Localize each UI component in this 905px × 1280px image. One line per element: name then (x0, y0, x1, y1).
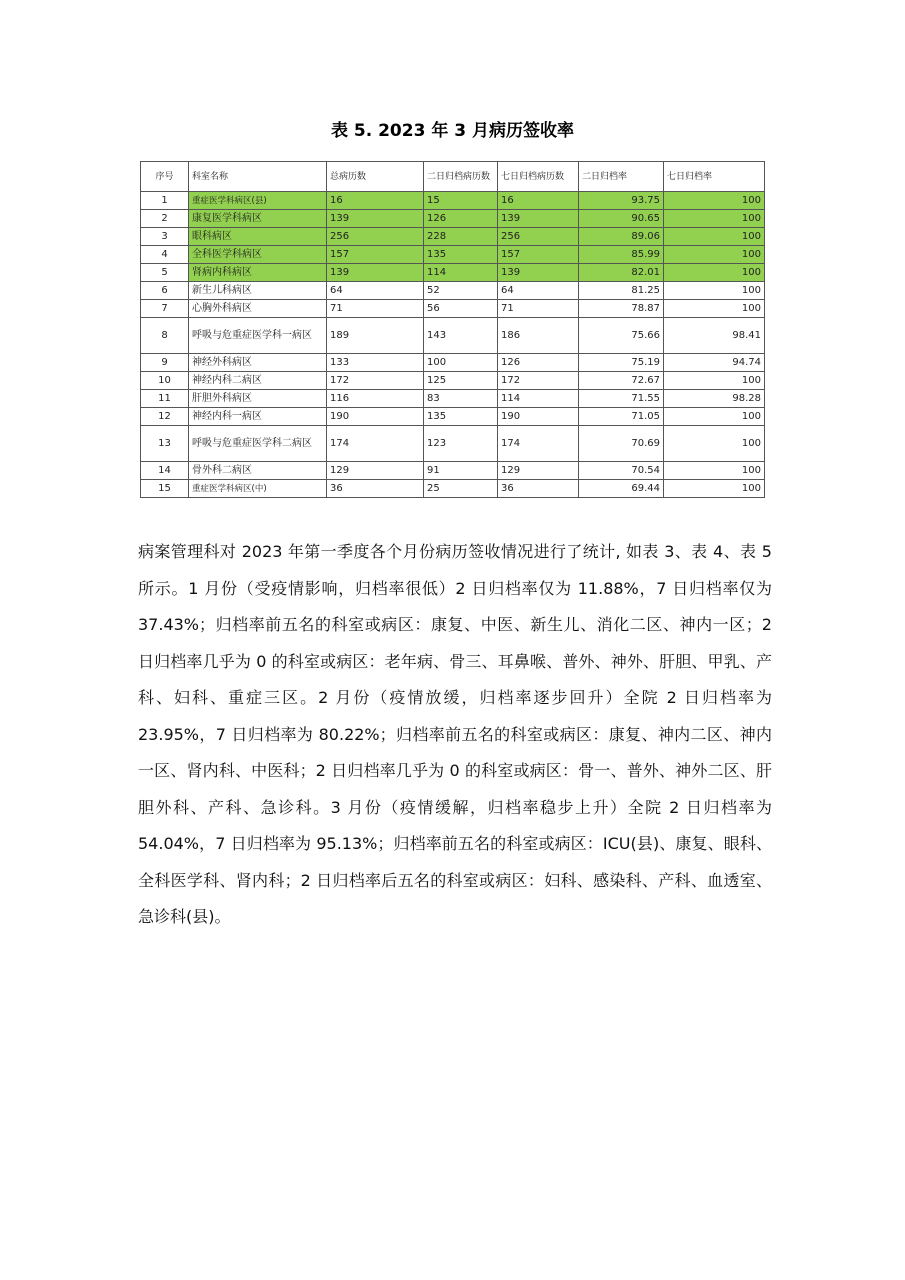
cell-7day-count: 190 (498, 408, 579, 426)
cell-2day-count: 83 (424, 390, 498, 408)
cell-7day-rate: 100 (664, 372, 765, 390)
cell-7day-rate: 100 (664, 192, 765, 210)
header-department: 科室名称 (189, 162, 327, 192)
cell-department: 神经外科病区 (189, 354, 327, 372)
cell-2day-rate: 70.69 (579, 426, 664, 462)
header-7day-count: 七日归档病历数 (498, 162, 579, 192)
table-row (141, 408, 765, 426)
cell-2day-count: 52 (424, 282, 498, 300)
cell-2day-rate: 90.65 (579, 210, 664, 228)
cell-2day-count: 123 (424, 426, 498, 462)
cell-department: 呼吸与危重症医学科二病区 (189, 426, 327, 462)
cell-7day-rate: 98.41 (664, 318, 765, 354)
cell-7day-count: 64 (498, 282, 579, 300)
cell-total-records: 133 (327, 354, 424, 372)
cell-2day-count: 135 (424, 408, 498, 426)
cell-total-records: 174 (327, 426, 424, 462)
header-2day-rate: 二日归档率 (579, 162, 664, 192)
cell-department: 新生儿科病区 (189, 282, 327, 300)
cell-2day-count: 15 (424, 192, 498, 210)
summary-paragraph: 病案管理科对 2023 年第一季度各个月份病历签收情况进行了统计, 如表 3、表 4、表 5 所示。1 月份（受疫情影响，归档率很低）2 日归档率仅为 11.88%，7 日归档率仅为 37.43%；归档率前五名的科室或病区：康复、中医、新生儿、消化二区、神内一区；2 日归档率几乎为 0 的科室或病区：老年病、骨三、耳鼻喉、普外、神外、肝胆、甲乳、产科、妇科、重症三区。2 月份（疫情放缓，归档率逐步回升）全院 2 日归档率为 23.95%，7 日归档率为 80.22%；归档率前五名的科室或病区：康复、神内二区、神内一区、肾内科、中医科；2 日归档率几乎为 0 的科室或病区：骨一、普外、神外二区、肝胆外科、产科、急诊科。3 月份（疫情缓解，归档率稳步上升）全院 2 日归档率为 54.04%，7 日归档率为 95.13%；归档率前五名的科室或病区：ICU(县)、康复、眼科、全科医学科、肾内科；2 日归档率后五名的科室或病区：妇科、感染科、产科、血透室、急诊科(县)。 (138, 542, 772, 926)
cell-department: 肾病内科病区 (189, 264, 327, 282)
cell-department: 康复医学科病区 (189, 210, 327, 228)
cell-total-records: 116 (327, 390, 424, 408)
cell-index: 3 (141, 228, 189, 246)
cell-7day-count: 139 (498, 210, 579, 228)
cell-7day-rate: 100 (664, 210, 765, 228)
cell-total-records: 129 (327, 462, 424, 480)
table-row (141, 246, 765, 264)
cell-index: 7 (141, 300, 189, 318)
cell-department: 神经内科二病区 (189, 372, 327, 390)
cell-7day-rate: 100 (664, 408, 765, 426)
cell-7day-count: 126 (498, 354, 579, 372)
cell-department: 重症医学科病区(县) (189, 192, 327, 210)
cell-7day-count: 157 (498, 246, 579, 264)
table-body (141, 192, 765, 498)
cell-2day-count: 126 (424, 210, 498, 228)
cell-7day-count: 256 (498, 228, 579, 246)
table-row (141, 192, 765, 210)
cell-7day-rate: 100 (664, 228, 765, 246)
cell-2day-rate: 72.67 (579, 372, 664, 390)
cell-2day-rate: 93.75 (579, 192, 664, 210)
cell-total-records: 16 (327, 192, 424, 210)
table-row (141, 282, 765, 300)
table-row (141, 426, 765, 462)
cell-2day-count: 100 (424, 354, 498, 372)
cell-total-records: 64 (327, 282, 424, 300)
cell-2day-rate: 85.99 (579, 246, 664, 264)
cell-7day-count: 174 (498, 426, 579, 462)
cell-total-records: 189 (327, 318, 424, 354)
cell-department: 心胸外科病区 (189, 300, 327, 318)
cell-department: 骨外科二病区 (189, 462, 327, 480)
cell-2day-count: 91 (424, 462, 498, 480)
cell-2day-rate: 81.25 (579, 282, 664, 300)
cell-2day-count: 114 (424, 264, 498, 282)
cell-total-records: 139 (327, 264, 424, 282)
cell-2day-rate: 71.55 (579, 390, 664, 408)
table-row (141, 228, 765, 246)
cell-7day-count: 71 (498, 300, 579, 318)
cell-2day-rate: 82.01 (579, 264, 664, 282)
cell-7day-rate: 100 (664, 264, 765, 282)
cell-2day-rate: 69.44 (579, 480, 664, 498)
cell-index: 2 (141, 210, 189, 228)
cell-index: 15 (141, 480, 189, 498)
cell-2day-rate: 78.87 (579, 300, 664, 318)
cell-7day-count: 129 (498, 462, 579, 480)
cell-7day-rate: 100 (664, 300, 765, 318)
cell-2day-count: 56 (424, 300, 498, 318)
cell-2day-count: 143 (424, 318, 498, 354)
table-row (141, 390, 765, 408)
cell-2day-count: 125 (424, 372, 498, 390)
cell-department: 全科医学科病区 (189, 246, 327, 264)
cell-7day-count: 114 (498, 390, 579, 408)
cell-7day-rate: 100 (664, 282, 765, 300)
cell-index: 14 (141, 462, 189, 480)
cell-total-records: 36 (327, 480, 424, 498)
cell-index: 1 (141, 192, 189, 210)
table-header-row (141, 162, 765, 192)
table-row (141, 318, 765, 354)
cell-7day-rate: 100 (664, 426, 765, 462)
cell-index: 9 (141, 354, 189, 372)
cell-7day-rate: 94.74 (664, 354, 765, 372)
table-row (141, 210, 765, 228)
cell-7day-rate: 100 (664, 480, 765, 498)
cell-department: 眼科病区 (189, 228, 327, 246)
cell-department: 肝胆外科病区 (189, 390, 327, 408)
cell-7day-rate: 100 (664, 246, 765, 264)
table-row (141, 462, 765, 480)
cell-2day-rate: 71.05 (579, 408, 664, 426)
cell-index: 11 (141, 390, 189, 408)
cell-total-records: 71 (327, 300, 424, 318)
cell-7day-rate: 100 (664, 462, 765, 480)
table-row (141, 300, 765, 318)
cell-2day-rate: 89.06 (579, 228, 664, 246)
cell-index: 8 (141, 318, 189, 354)
cell-index: 12 (141, 408, 189, 426)
cell-index: 4 (141, 246, 189, 264)
cell-total-records: 139 (327, 210, 424, 228)
cell-7day-count: 36 (498, 480, 579, 498)
records-table (140, 161, 765, 498)
cell-2day-count: 25 (424, 480, 498, 498)
cell-total-records: 172 (327, 372, 424, 390)
table-row (141, 372, 765, 390)
cell-total-records: 190 (327, 408, 424, 426)
table-row (141, 264, 765, 282)
cell-total-records: 256 (327, 228, 424, 246)
cell-7day-count: 139 (498, 264, 579, 282)
header-index: 序号 (141, 162, 189, 192)
cell-department: 神经内科一病区 (189, 408, 327, 426)
header-7day-rate: 七日归档率 (664, 162, 765, 192)
cell-2day-rate: 75.19 (579, 354, 664, 372)
cell-7day-rate: 98.28 (664, 390, 765, 408)
cell-2day-rate: 75.66 (579, 318, 664, 354)
table-title: 表 5. 2023 年 3 月病历签收率 (330, 121, 575, 141)
header-2day-count: 二日归档病历数 (424, 162, 498, 192)
cell-department: 重症医学科病区(中) (189, 480, 327, 498)
cell-total-records: 157 (327, 246, 424, 264)
cell-index: 5 (141, 264, 189, 282)
cell-2day-count: 228 (424, 228, 498, 246)
cell-index: 10 (141, 372, 189, 390)
cell-7day-count: 16 (498, 192, 579, 210)
cell-7day-count: 186 (498, 318, 579, 354)
table-row (141, 480, 765, 498)
table-row (141, 354, 765, 372)
cell-index: 6 (141, 282, 189, 300)
header-total-records: 总病历数 (327, 162, 424, 192)
cell-2day-rate: 70.54 (579, 462, 664, 480)
cell-2day-count: 135 (424, 246, 498, 264)
cell-7day-count: 172 (498, 372, 579, 390)
cell-department: 呼吸与危重症医学科一病区 (189, 318, 327, 354)
cell-index: 13 (141, 426, 189, 462)
